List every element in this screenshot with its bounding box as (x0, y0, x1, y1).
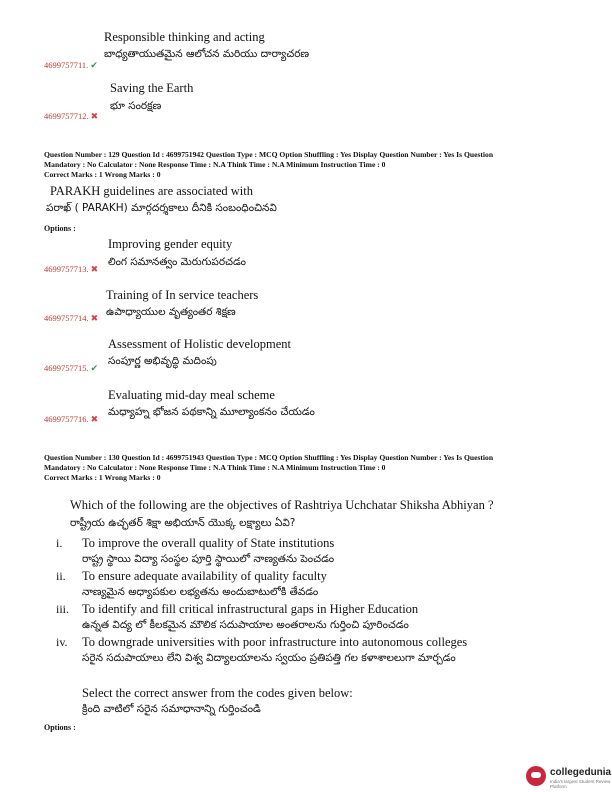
question-meta (44, 453, 584, 483)
option-text-en: Saving the Earth (110, 81, 194, 95)
option-text-te: బాధ్యతాయుతమైన ఆలోచన మరియు దార్యాచరణ (104, 48, 310, 60)
logo-tagline: India's largest Student Review Platform (550, 779, 611, 789)
option-id (44, 363, 98, 374)
item-text-te: రాష్ట్ర స్థాయి విద్యా సంస్థల పూర్తి స్థాయిలో నాణ్యతను పెంచడం (82, 553, 335, 565)
question-marks: Correct Marks : 1 Wrong Marks : 0 (44, 473, 161, 482)
item-text-en: To identify and fill critical infrastructural gaps in Higher Education (82, 602, 419, 616)
option-text-en: Assessment of Holistic development (108, 337, 291, 351)
option-id (44, 313, 98, 324)
option-text-te: ఉపాధ్యాయుల వృత్యంతర శిక్షణ (106, 306, 236, 318)
item-text-te: నాణ్యమైన అధ్యాపకుల లభ్యతను అందుబాటులోకి తేవడం (82, 586, 319, 598)
option-id-number: 4699757714. (44, 313, 89, 323)
cross-icon: ✖ (90, 414, 99, 424)
option-text-te: భూ సంరక్షణ (110, 100, 162, 112)
check-icon: ✔ (90, 363, 99, 373)
select-answer-te: క్రింది వాటిలో సరైన సమాధానాన్ని గుర్తించండి (82, 703, 261, 715)
option-text-en: Evaluating mid-day meal scheme (108, 388, 275, 402)
collegedunia-logo (522, 760, 612, 792)
option-id (44, 414, 98, 425)
option-id-number: 4699757713. (44, 264, 89, 274)
question-meta-line: Mandatory : No Calculator : None Response Time : N.A Think Time : N.A Minimum Instruction Time : 0 (44, 160, 386, 169)
check-icon: ✔ (90, 60, 98, 70)
option-text-en: Improving gender equity (108, 237, 233, 251)
cross-icon: ✖ (90, 313, 99, 323)
logo-mascot-icon (526, 766, 546, 786)
question-marks: Correct Marks : 1 Wrong Marks : 0 (44, 170, 161, 179)
option-id (44, 60, 98, 71)
question-meta-line: Question Number : 130 Question Id : 4699751943 Question Type : MCQ Option Shuffling : Yes Display Question Number : Yes Is Question (44, 453, 494, 462)
logo-brand: collegedunia (550, 767, 612, 778)
question-meta-line: Mandatory : No Calculator : None Response Time : N.A Think Time : N.A Minimum Instruction Time : 0 (44, 463, 386, 472)
options-label: Options : (44, 723, 76, 732)
option-text-te: సంపూర్ణ అభివృద్ధి మదింపు (108, 355, 217, 367)
item-text-en: To ensure adequate availability of quality faculty (82, 569, 327, 583)
option-id (44, 264, 98, 275)
option-text-en: Training of In service teachers (106, 288, 259, 302)
cross-icon: ✖ (90, 264, 99, 274)
option-text-en: Responsible thinking and acting (104, 30, 265, 44)
item-text-en: To improve the overall quality of State institutions (82, 536, 335, 550)
question-text-en: PARAKH guidelines are associated with (50, 184, 253, 198)
option-text-te: మధ్యాహ్న భోజన పథకాన్ని మూల్యాంకనం చేయడం (108, 406, 315, 418)
item-number: ii. (56, 569, 66, 583)
item-text-te: ఉన్నత విద్య లో కీలకమైన మౌలిక సదుపాయాల అంతరాలను గుర్తించి పూరించడం (82, 619, 409, 631)
option-id-number: 4699757711. (44, 60, 89, 70)
option-id-number: 4699757715. (44, 363, 89, 373)
item-text-en: To downgrade universities with poor infrastructure into autonomous colleges (82, 635, 468, 649)
options-label: Options : (44, 224, 76, 233)
option-id (44, 111, 98, 122)
item-number: i. (56, 536, 63, 550)
question-text-te: పరాఖ్ ( PARAKH) మార్గదర్శకాలు దీనికి సంబంధించినవి (46, 202, 277, 214)
question-meta (44, 150, 584, 180)
item-number: iii. (56, 602, 70, 616)
option-id-number: 4699757712. (44, 111, 89, 121)
option-text-te: లింగ సమానత్వం మెరుగుపరచడం (108, 256, 246, 268)
select-answer-en: Select the correct answer from the codes given below: (82, 686, 353, 700)
item-number: iv. (56, 635, 68, 649)
question-meta-line: Question Number : 129 Question Id : 4699751942 Question Type : MCQ Option Shuffling : Yes Display Question Number : Yes Is Question (44, 150, 494, 159)
item-text-te: సరైన సదుపాయాలు లేని విశ్వ విద్యాలయాలను స్వయం ప్రతిపత్తి గల కళాశాలలుగా మార్చడం (82, 652, 456, 664)
option-id-number: 4699757716. (44, 414, 89, 424)
question-text-te: రాష్ట్రీయ ఉచ్ఛతర్ శిక్షా అభియాన్ యొక్క లక్ష్యాలు ఏవి? (70, 517, 296, 529)
question-text-en: Which of the following are the objectives of Rashtriya Uchchatar Shiksha Abhiyan ? (70, 498, 494, 512)
cross-icon: ✖ (90, 111, 99, 121)
